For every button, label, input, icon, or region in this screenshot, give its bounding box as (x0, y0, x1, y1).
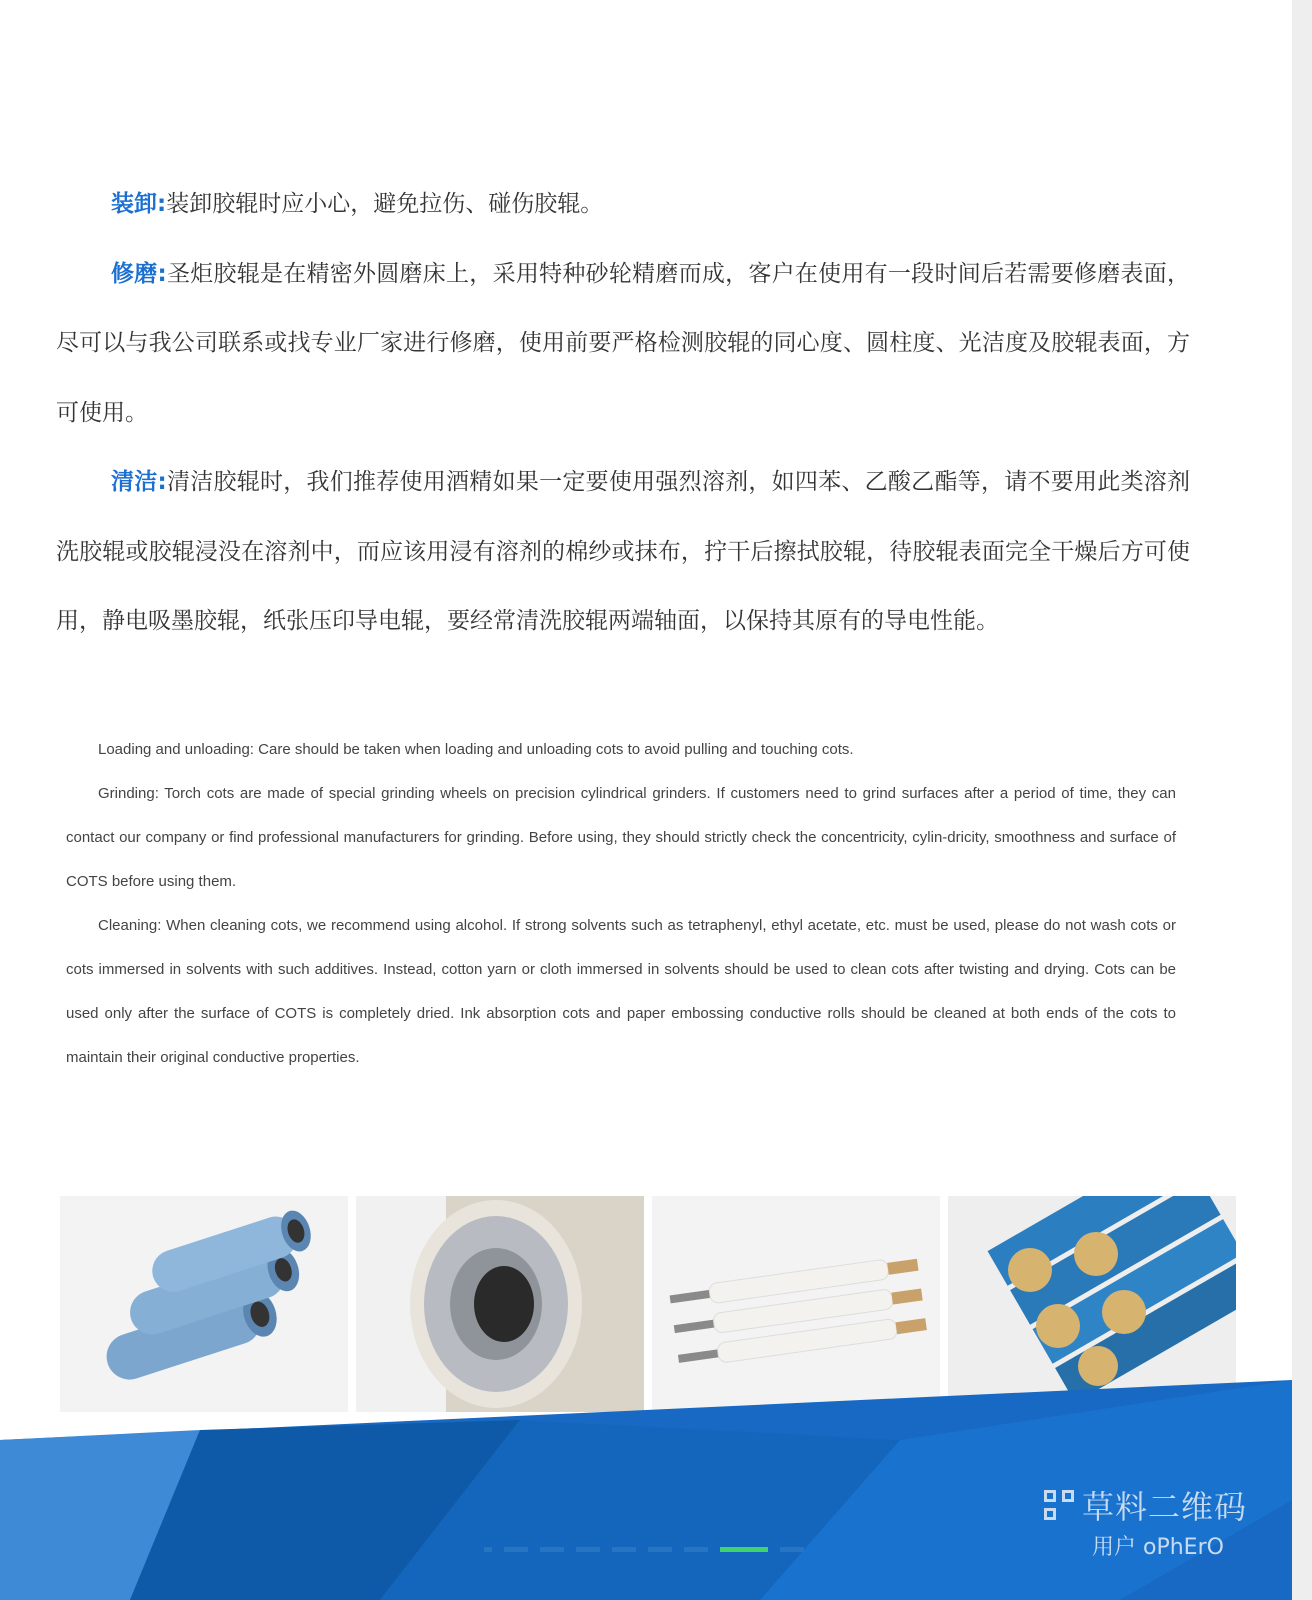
en-paragraph-cleaning: Cleaning: When cleaning cots, we recommend using alcohol. If strong solvents such as tetraphenyl, ethyl acetate, etc. must be used, please do not wash cots or cots immersed in solvents with such additives. Instead, cotton yarn or cloth immersed in solvents should be used to clean cots after twisting and drying. Cots can be used only after the surface of COTS is completely dried. Ink absorption cots and paper embossing conductive rolls should be cleaned at both ends of the cots to maintain their original conductive properties. (66, 917, 1176, 1066)
qr-watermark (1044, 1482, 1247, 1528)
english-instructions (66, 728, 1176, 1080)
keyword-grinding: 修磨: (111, 260, 167, 287)
qr-watermark-user: 用户 oPhErO (1092, 1535, 1224, 1560)
keyword-loading: 装卸: (111, 191, 167, 217)
cn-text-cleaning: 清洁胶辊时，我们推荐使用酒精如果一定要使用强烈溶剂，如四苯、乙酸乙酯等，请不要用此类溶剂洗胶辊或胶辊浸没在溶剂中，而应该用浸有溶剂的棉纱或抹布，拧干后擦拭胶辊，待胶辊表面完全干燥后方可使用，静电吸墨胶辊，纸张压印导电辊，要经常清洗胶辊两端轴面，以保持其原有的导电性能。 (56, 469, 1191, 634)
cn-text-loading: 装卸胶辊时应小心，避免拉伤、碰伤胶辊。 (166, 191, 604, 217)
carousel-dot[interactable] (576, 1547, 600, 1552)
carousel-dot[interactable] (780, 1547, 804, 1552)
carousel-dot[interactable] (684, 1547, 708, 1552)
carousel-dot[interactable] (504, 1547, 528, 1552)
qr-code-icon (1044, 1490, 1074, 1520)
cn-paragraph-loading (56, 170, 1190, 240)
carousel-dot[interactable] (720, 1547, 768, 1552)
carousel-dot[interactable] (612, 1547, 636, 1552)
en-paragraph-grinding: Grinding: Torch cots are made of special grinding wheels on precision cylindrical grinders. If customers need to grind surfaces after a period of time, they can contact our company or find professional manufacturers for grinding. Before using, they should strictly check the concentricity, cylin-dricity, smoothness and surface of COTS before using them. (66, 785, 1176, 890)
cn-paragraph-grinding (56, 240, 1190, 449)
qr-watermark-title: 草料二维码 (1082, 1488, 1248, 1526)
chinese-instructions (56, 170, 1190, 657)
carousel-dot[interactable] (484, 1547, 492, 1552)
cn-paragraph-cleaning (56, 448, 1190, 657)
carousel-dot[interactable] (540, 1547, 564, 1552)
carousel-indicators (484, 1546, 804, 1552)
keyword-cleaning: 清洁: (111, 469, 167, 495)
page-edge (1292, 0, 1312, 1600)
carousel-dot[interactable] (648, 1547, 672, 1552)
en-paragraph-loading: Loading and unloading: Care should be taken when loading and unloading cots to avoid pulling and touching cots. (98, 741, 854, 758)
cn-text-grinding: 圣炬胶辊是在精密外圆磨床上，采用特种砂轮精磨而成，客户在使用有一段时间后若需要修磨表面，尽可以与我公司联系或找专业厂家进行修磨，使用前要严格检测胶辊的同心度、圆柱度、光洁度及胶辊表面，方可使用。 (56, 260, 1191, 426)
